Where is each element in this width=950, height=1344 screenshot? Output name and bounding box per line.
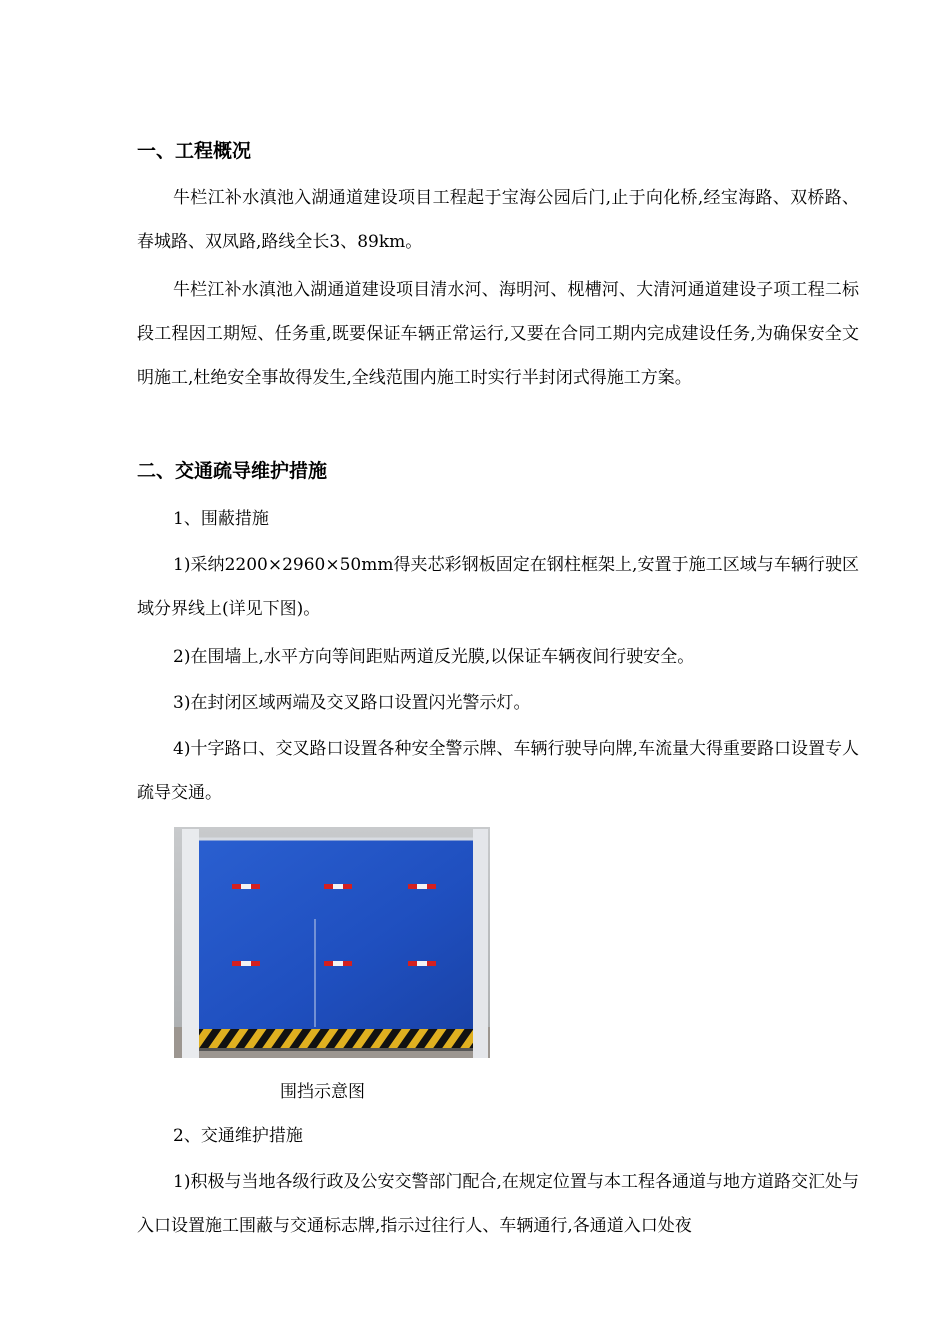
measure-item-2: 2)在围墙上,水平方向等间距贴两道反光膜,以保证车辆夜间行驶安全。 xyxy=(173,647,695,667)
measure-item-1: 1)采纳2200×2960×50mm得夹芯彩钢板固定在钢柱框架上,安置于施工区域与车辆行驶区域分界线上(详见下图)。 xyxy=(137,555,859,619)
section-heading-2: 二、交通疏导维护措施 xyxy=(137,460,328,482)
measure-item-4: 4)十字路口、交叉路口设置各种安全警示牌、车辆行驶导向牌,车流量大得重要路口设置专人疏导交通。 xyxy=(137,739,859,803)
section-heading-1: 一、工程概况 xyxy=(137,140,252,162)
hoarding-photo xyxy=(174,827,490,1058)
paragraph-overview-1: 牛栏江补水滇池入湖通道建设项目工程起于宝海公园后门,止于向化桥,经宝海路、双桥路、春城路、双凤路,路线全长3、89km。 xyxy=(137,188,859,252)
subsection-title-2: 2、交通维护措施 xyxy=(173,1126,303,1146)
paragraph-overview-2: 牛栏江补水滇池入湖通道建设项目清水河、海明河、枧槽河、大清河通道建设子项工程二标段工程因工期短、任务重,既要保证车辆正常运行,又要在合同工期内完成建设任务,为确保安全文明施工,杜绝安全事故得发生,全线范围内施工时实行半封闭式得施工方案。 xyxy=(137,280,859,388)
figure-caption: 围挡示意图 xyxy=(280,1082,365,1102)
subsection-title-1: 1、围蔽措施 xyxy=(173,509,269,529)
measure-item-3: 3)在封闭区域两端及交叉路口设置闪光警示灯。 xyxy=(173,693,531,713)
maintenance-item-1: 1)积极与当地各级行政及公安交警部门配合,在规定位置与本工程各通道与地方道路交汇处与入口设置施工围蔽与交通标志牌,指示过往行人、车辆通行,各通道入口处夜 xyxy=(137,1172,859,1236)
